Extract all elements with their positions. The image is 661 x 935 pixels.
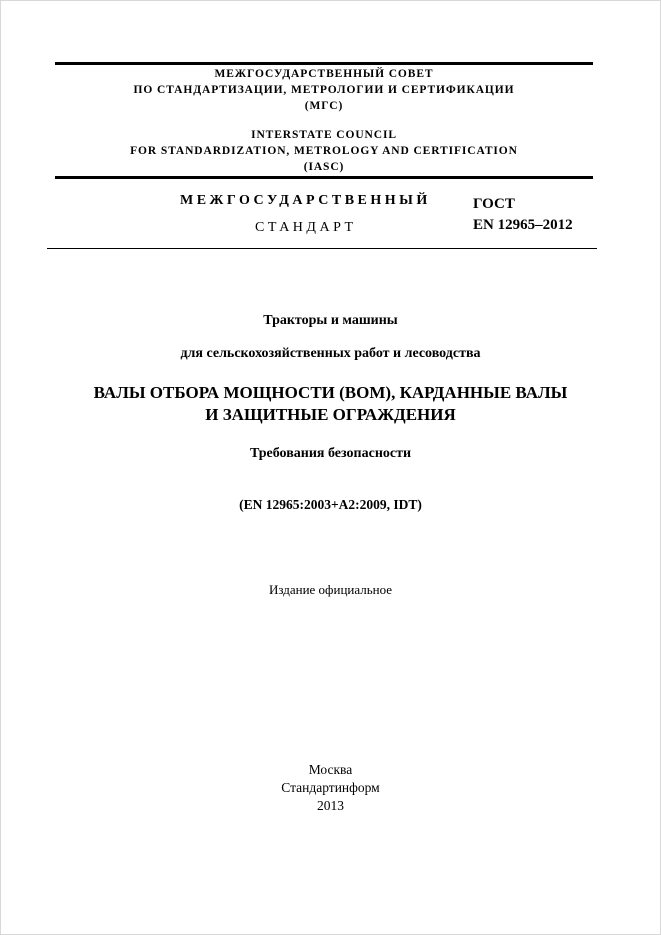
gost-designation — [473, 194, 573, 236]
imprint — [0, 761, 661, 815]
council-en-line3: (IASC) — [303, 161, 345, 173]
standard-type-line1: МЕЖГОСУДАРСТВЕННЫЙ — [180, 193, 431, 208]
edition-note: Издание официальное — [268, 582, 393, 597]
subtitle: Требования безопасности — [249, 446, 412, 461]
council-en-line2: FOR STANDARDIZATION, METROLOGY AND CERTIFICATION — [130, 145, 518, 157]
imprint-year: 2013 — [317, 798, 344, 813]
reference-standard: (EN 12965:2003+A2:2009, IDT) — [239, 497, 422, 512]
standard-type-line2: СТАНДАРТ — [255, 220, 357, 235]
council-ru-line1: МЕЖГОСУДАРСТВЕННЫЙ СОВЕТ — [214, 68, 434, 80]
gost-label: ГОСТ — [473, 196, 515, 212]
main-title-line2: И ЗАЩИТНЫЕ ОГРАЖДЕНИЯ — [205, 405, 456, 424]
council-en-header — [55, 127, 593, 175]
council-en-line1: INTERSTATE COUNCIL — [251, 129, 397, 141]
council-ru-header — [55, 66, 593, 114]
middle-rule — [55, 176, 593, 179]
council-ru-line2: ПО СТАНДАРТИЗАЦИИ, МЕТРОЛОГИИ И СЕРТИФИКАЦИИ — [133, 84, 515, 96]
main-title — [0, 382, 661, 426]
main-title-line1: ВАЛЫ ОТБОРА МОЩНОСТИ (ВОМ), КАРДАННЫЕ ВАЛЫ — [93, 383, 568, 402]
lower-rule — [47, 248, 597, 249]
title-line1: Тракторы и машины — [263, 313, 398, 328]
top-rule — [55, 62, 593, 65]
gost-number: EN 12965–2012 — [473, 217, 573, 233]
imprint-city: Москва — [308, 762, 353, 777]
title-line2: для сельскохозяйственных работ и лесоводства — [180, 346, 481, 361]
imprint-publisher: Стандартинформ — [281, 780, 380, 795]
council-ru-line3: (МГС) — [304, 100, 344, 112]
